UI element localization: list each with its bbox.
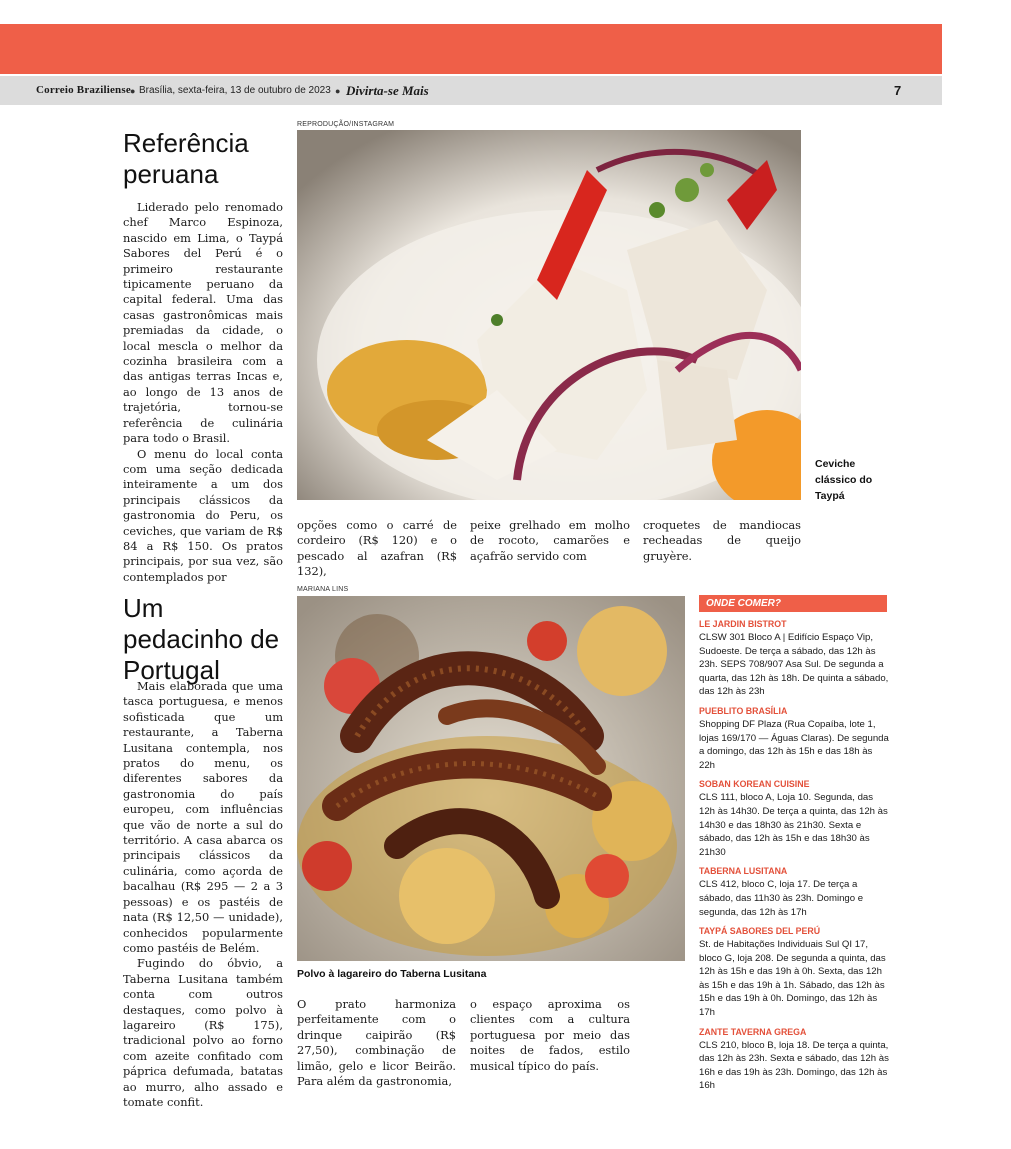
- article-body-column: [297, 997, 456, 1089]
- restaurant-details: St. de Habitações Individuais Sul QI 17, bloco G, loja 208. De segunda a quinta, das 12h às 15h e das 19h à 0h. Sexta, das 12h às 15h e das 19h à 1h. Sábado, das 12h às 15h e das 19h à 0h. Domingo, das 12h às 17h: [699, 939, 886, 1019]
- article-paragraph: opções como o carré de cordeiro (R$ 120) e o pescado al azafran (R$ 132),: [297, 518, 457, 579]
- bullet-icon: ●: [130, 86, 136, 96]
- article-body-column: [470, 997, 630, 1074]
- restaurant-details: Shopping DF Plaza (Rua Copaíba, lote 1, lojas 169/170 — Águas Claras). De segunda a domingo, das 12h às 15h e das 18h às 22h: [699, 718, 889, 771]
- photo-credit: MARIANA LINS: [297, 586, 349, 593]
- photo-credit: REPRODUÇÃO/INSTAGRAM: [297, 121, 395, 128]
- page-number: 7: [894, 83, 902, 98]
- article-paragraph: Fugindo do óbvio, a Taberna Lusitana também conta com outros destaques, como polvo à lagareiro (R$ 175), tradicional polvo ao forno com azeite confitado com páprica defumada, batatas ao murro, alho assado e tomate confit.: [123, 956, 283, 1109]
- photo-caption: Ceviche clássico do Taypá: [815, 458, 873, 502]
- article-body-column: [297, 518, 457, 580]
- restaurant-name: TAYPÁ SABORES DEL PERÚ: [699, 926, 821, 937]
- article-paragraph: peixe grelhado em molho de rocoto, camarões e açafrão servido com: [470, 518, 630, 563]
- restaurant-entry: [699, 704, 889, 772]
- article-paragraph: O prato harmoniza perfeitamente com o drinque caipirão (R$ 27,50), combinação de limão, gelo e licor Beirão. Para além da gastronomia,: [297, 997, 456, 1089]
- restaurant-details: CLS 111, bloco A, Loja 10. Segunda, das 12h às 14h30. De terça a quinta, das 12h às 14h30 e das 18h30 às 21h30. Sexta e sábado, das 12h às 15h e das 18h30 às 21h30: [699, 792, 888, 858]
- top-color-bar: [0, 24, 942, 74]
- restaurant-list: [699, 617, 889, 1098]
- restaurant-entry: [699, 924, 889, 1020]
- restaurant-details: CLS 412, bloco C, loja 17. De terça a sábado, das 11h30 às 23h. Domingo e segunda, das 12h às 17h: [699, 879, 864, 918]
- sidebar-title: ONDE COMER?: [699, 595, 887, 612]
- article-body-column: [123, 200, 283, 585]
- restaurant-details: CLSW 301 Bloco A | Edifício Espaço Vip, Sudoeste. De terça a sábado, das 12h às 23h. SEPS 708/907 Asa Sul. De segunda a quarta, das 12h às 18h. De quinta a sábado, das 12h às 23h: [699, 632, 889, 698]
- restaurant-entry: [699, 777, 889, 859]
- section-name: Divirta-se Mais: [346, 83, 429, 98]
- article-paragraph: o espaço aproxima os clientes com a cultura portuguesa por meio das noites de fados, estilo musical típico do país.: [470, 997, 630, 1073]
- bullet-icon: ●: [335, 86, 341, 96]
- article-headline: Um pedacinho de Portugal: [123, 593, 280, 685]
- article-body-column: [643, 518, 801, 564]
- restaurant-name: TABERNA LUSITANA: [699, 866, 788, 877]
- restaurant-details: CLS 210, bloco B, loja 18. De terça a quinta, das 12h às 23h. Sexta e sábado, das 12h às 16h e das 19h às 23h. Domingo, das 12h às 16h: [699, 1039, 889, 1092]
- restaurant-name: PUEBLITO BRASÍLIA: [699, 705, 788, 716]
- octopus-photo: [297, 596, 685, 961]
- article-body-column: [470, 518, 630, 564]
- restaurant-name: ZANTE TAVERNA GREGA: [699, 1026, 807, 1037]
- article-headline: Referência peruana: [123, 128, 249, 189]
- article-paragraph: Mais elaborada que uma tasca portuguesa, e menos sofisticada que um restaurante, a Taberna Lusitana contempla, nos pratos do menu, os diferentes sabores da gastronomia do país europeu, com influências que vão de norte a sul do território. A casa abarca os principais clássicos da culinária, como açorda de bacalhau (R$ 295 — 2 a 3 pessoas) e os pastéis de nata (R$ 12,50 — unidade), conhecidos popularmente como pastéis de Belém.: [123, 679, 283, 955]
- article-paragraph: Liderado pelo renomado chef Marco Espinoza, nascido em Lima, o Taypá Sabores del Perú é o primeiro restaurante tipicamente peruano da capital federal. Uma das casas gastronômicas mais premiadas da cidade, o local mescla o melhor da cozinha brasileira com a das antigas terras Incas e, ao longo de 13 anos de trajetória, tornou-se referência de culinária para todo o Brasil.: [123, 200, 283, 446]
- dateline: Brasília, sexta-feira, 13 de outubro de 2023: [139, 85, 331, 96]
- restaurant-entry: [699, 1025, 889, 1093]
- restaurant-entry: [699, 617, 889, 699]
- article-paragraph: O menu do local conta com uma seção dedicada inteiramente a um dos principais clássicos da gastronomia do Peru, os ceviches, que variam de R$ 84 a R$ 150. Os pratos principais, por sua vez, são contemplados por: [123, 446, 283, 584]
- restaurant-entry: [699, 864, 889, 919]
- ceviche-photo: [297, 130, 801, 500]
- photo-caption: Polvo à lagareiro do Taberna Lusitana: [297, 968, 487, 980]
- article-body-column: [123, 679, 283, 1110]
- article-paragraph: croquetes de mandiocas recheadas de queijo gruyère.: [643, 518, 801, 563]
- restaurant-name: LE JARDIN BISTROT: [699, 619, 787, 629]
- restaurant-name: SOBAN KOREAN CUISINE: [699, 779, 810, 790]
- masthead: Correio Braziliense: [36, 84, 131, 96]
